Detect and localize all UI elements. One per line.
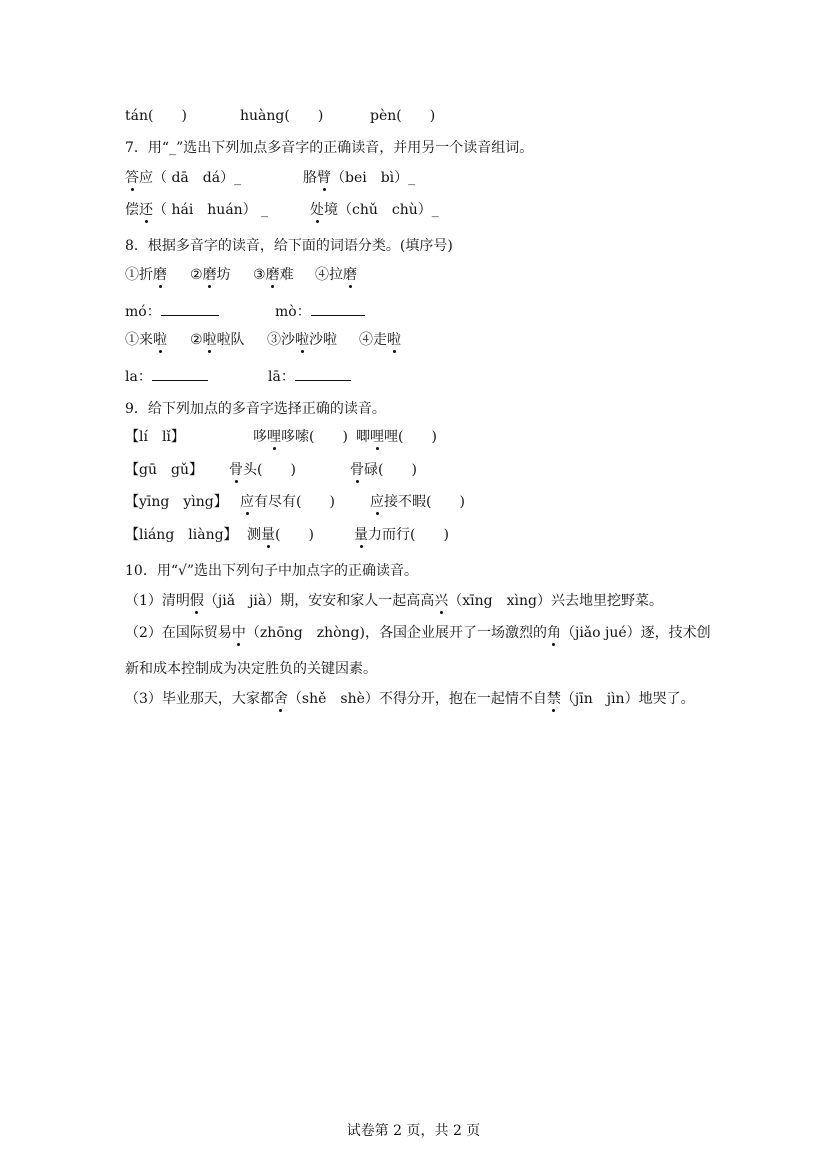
page-footer: 试卷第 2 页，共 2 页	[346, 1123, 481, 1139]
q9-row-1-label: 【lí lǐ】	[125, 429, 185, 445]
q9-row-4-word-2: 量力而行( )	[354, 527, 449, 543]
q9-row-4-word-1: 测量( )	[247, 527, 314, 543]
dotted-char: 磨	[202, 267, 217, 283]
dotted-char: 量	[354, 527, 368, 543]
answer-blank	[161, 303, 219, 316]
dotted-char: 哩	[370, 429, 384, 445]
q10-sentence-2-continued: 新和成本控制成为决定胜负的关键因素。	[125, 661, 377, 677]
dotted-char: 应	[370, 494, 384, 510]
q8-word-6: ②啦啦队	[190, 332, 245, 348]
q8-word-1: ①折磨	[125, 267, 167, 283]
dotted-char: 啦	[153, 332, 167, 348]
q7-item-1: 答应（ dā dá）_	[125, 170, 242, 186]
dotted-char: 假	[189, 593, 204, 609]
q9-row-2-word-2: 骨碌( )	[350, 462, 417, 478]
dotted-char: 答	[125, 170, 139, 186]
q9-row-3-label: 【yīng yìng】	[125, 494, 228, 510]
dotted-char: 角	[546, 625, 561, 641]
q8-word-4: ④拉磨	[315, 267, 357, 283]
q8-word-5: ①来啦	[125, 332, 167, 348]
answer-blank	[311, 303, 365, 316]
dotted-char: 磨	[265, 267, 280, 283]
q9-row-4-label: 【liáng liàng】	[125, 527, 238, 543]
question-10-title: 10．用“√”选出下列句子中加点字的正确读音。	[125, 563, 419, 579]
q9-row-3-word-1: 应有尽有( )	[240, 494, 335, 510]
q8-word-7: ③沙啦沙啦	[267, 332, 337, 348]
dotted-char: 舍	[273, 691, 288, 707]
dotted-char: 啦	[387, 332, 401, 348]
mo4-label: mò：	[275, 303, 365, 321]
q9-row-2-label: 【gū gǔ】	[125, 462, 203, 478]
dotted-char: 啦	[295, 332, 309, 348]
la1-label: lā：	[268, 368, 351, 386]
q7-item-2: 胳臂（bei bì）_	[303, 170, 416, 186]
q10-sentence-1: （1）清明假（jiǎ jià）期，安安和家人一起高高兴（xīng xìng）兴去地里挖野菜。	[125, 593, 663, 609]
q8-word-8: ④走啦	[359, 332, 401, 348]
answer-blank	[295, 368, 351, 381]
question-9-title: 9．给下列加点的多音字选择正确的读音。	[125, 401, 386, 417]
dotted-char: 量	[261, 527, 275, 543]
dotted-char: 骨	[229, 462, 243, 478]
q7-item-3: 偿还（ hái huán） _	[125, 202, 269, 218]
q8-word-3: ③磨难	[253, 267, 294, 283]
dotted-char: 应	[240, 494, 254, 510]
dotted-char: 磨	[343, 267, 357, 283]
question-7-title: 7．用“_”选出下列加点多音字的正确读音，并用另一个读音组词。	[125, 140, 534, 156]
la0-label: la：	[125, 368, 208, 386]
mo2-label: mó：	[125, 303, 219, 321]
q7-item-4: 处境（chǔ chù）_	[310, 202, 439, 218]
dotted-char: 禁	[546, 691, 561, 707]
q10-sentence-3: （3）毕业那天，大家都舍（shě shè）不得分开，抱在一起情不自禁（jīn jìn）地哭了。	[125, 691, 695, 707]
dotted-char: 处	[310, 202, 324, 218]
dotted-char: 骨	[350, 462, 364, 478]
pinyin-item-tan: tán( )	[125, 108, 187, 124]
dotted-char: 中	[231, 625, 246, 641]
q9-row-1-word-1: 哆哩哆嗦( )	[253, 429, 348, 445]
dotted-char: 磨	[153, 267, 167, 283]
dotted-char: 臂	[317, 170, 331, 186]
dotted-char: 还	[139, 202, 153, 218]
pinyin-item-huang: huàng( )	[240, 108, 324, 124]
dotted-char: 兴	[434, 593, 449, 609]
pinyin-item-pen: pèn( )	[370, 108, 436, 124]
question-8-title: 8．根据多音字的读音，给下面的词语分类。(填序号)	[125, 238, 453, 254]
q9-row-1-word-2: 唧哩哩( )	[356, 429, 437, 445]
answer-blank	[152, 368, 208, 381]
q8-word-2: ②磨坊	[190, 267, 231, 283]
dotted-char: 啦	[202, 332, 217, 348]
q10-sentence-2: （2）在国际贸易中（zhōng zhòng)，各国企业展开了一场激烈的角（jiǎo jué）逐，技术创	[125, 625, 711, 641]
q9-row-3-word-2: 应接不暇( )	[370, 494, 465, 510]
dotted-char: 哩	[267, 429, 281, 445]
q9-row-2-word-1: 骨头( )	[229, 462, 296, 478]
